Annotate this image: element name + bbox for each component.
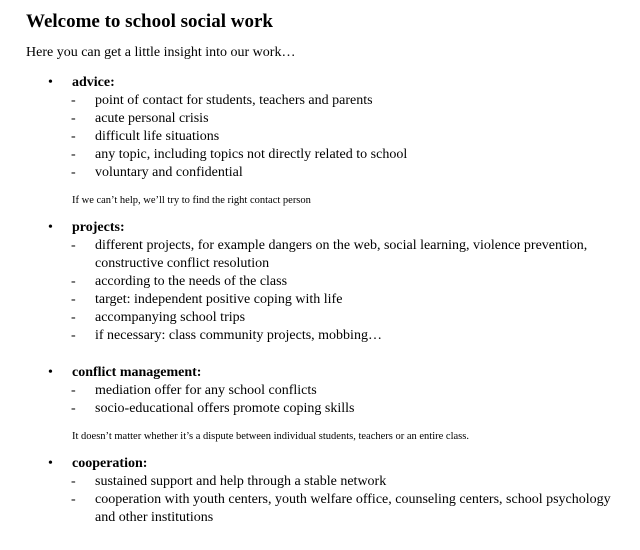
dash-icon: - — [71, 492, 76, 507]
dash-icon: - — [71, 474, 76, 489]
list-item-text: any topic, including topics not directly related to school — [95, 147, 408, 162]
list-item-text: different projects, for example dangers on the web, social learning, violence prevention, constructive conflict resolution — [95, 238, 588, 271]
list-item — [0, 382, 640, 400]
list-item-text: sustained support and help through a stable network — [95, 474, 387, 489]
list-item — [0, 237, 640, 273]
list-item — [0, 400, 640, 418]
list-item-text: acute personal crisis — [95, 111, 209, 126]
item-list — [0, 92, 640, 182]
list-item — [0, 491, 640, 527]
section-heading: conflict management: — [72, 365, 202, 380]
section-note: If we can’t help, we’ll try to find the right contact person — [72, 195, 311, 206]
dash-icon: - — [71, 111, 76, 126]
dash-icon: - — [71, 310, 76, 325]
dash-icon: - — [71, 401, 76, 416]
section-note: It doesn’t matter whether it’s a dispute between individual students, teachers or an entire class. — [72, 431, 469, 442]
dash-icon: - — [71, 238, 76, 253]
list-item-text: according to the needs of the class — [95, 274, 288, 289]
list-item — [0, 128, 640, 146]
list-item — [0, 92, 640, 110]
dash-icon: - — [71, 274, 76, 289]
intro-text: Here you can get a little insight into our work… — [26, 45, 296, 60]
bullet-icon: • — [48, 365, 53, 380]
bullet-icon: • — [48, 456, 53, 471]
list-item-text: point of contact for students, teachers and parents — [95, 93, 373, 108]
item-list — [0, 382, 640, 418]
dash-icon: - — [71, 292, 76, 307]
list-item-text: difficult life situations — [95, 129, 220, 144]
list-item-text: socio-educational offers promote coping skills — [95, 401, 355, 416]
item-list — [0, 237, 640, 345]
list-item-text: target: independent positive coping with life — [95, 292, 343, 307]
dash-icon: - — [71, 93, 76, 108]
list-item — [0, 273, 640, 291]
dash-icon: - — [71, 129, 76, 144]
list-item — [0, 291, 640, 309]
list-item — [0, 146, 640, 164]
bullet-icon: • — [48, 75, 53, 90]
list-item — [0, 309, 640, 327]
list-item-text: cooperation with youth centers, youth welfare office, counseling centers, school psychology and other institutions — [95, 492, 611, 525]
list-item-text: accompanying school trips — [95, 310, 246, 325]
section-heading: cooperation: — [72, 456, 148, 471]
section-heading: projects: — [72, 220, 125, 235]
dash-icon: - — [71, 383, 76, 398]
dash-icon: - — [71, 328, 76, 343]
list-item — [0, 110, 640, 128]
bullet-icon: • — [48, 220, 53, 235]
list-item — [0, 164, 640, 182]
dash-icon: - — [71, 147, 76, 162]
page-title: Welcome to school social work — [26, 11, 273, 32]
list-item — [0, 327, 640, 345]
list-item-text: if necessary: class community projects, mobbing… — [95, 328, 382, 343]
dash-icon: - — [71, 165, 76, 180]
list-item-text: voluntary and confidential — [95, 165, 243, 180]
section-heading: advice: — [72, 75, 115, 90]
list-item — [0, 473, 640, 491]
item-list — [0, 473, 640, 527]
list-item-text: mediation offer for any school conflicts — [95, 383, 317, 398]
